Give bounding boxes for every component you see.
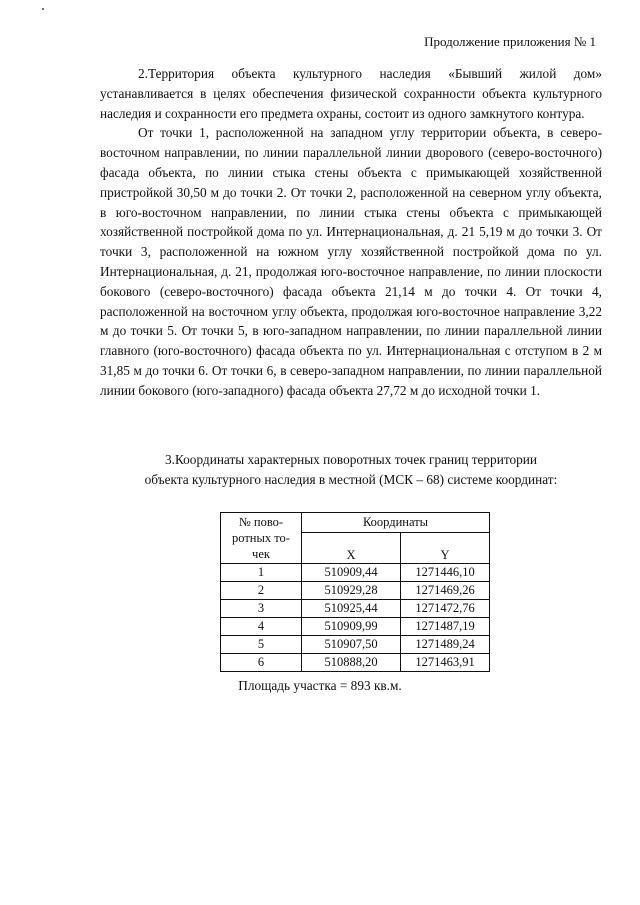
point-number-header [221, 513, 302, 564]
x-value: 510929,28 [302, 582, 401, 600]
section-2-paragraph-2: От точки 1, расположенной на западном углу территории объекта, в северо-восточном направлении, по линии параллельной линии дворового (северо-восточного) фасада объекта, по линии стыка стены объекта с примыкающей хозяйственной пристройкой 30,50 м до точки 2. От точки 2, расположенной на северном углу объекта, в юго-восточном направлении, по линии стыка стены объекта с примыкающей хозяйственной постройкой дома по ул. Интернациональная, д. 21 5,19 м до точки 3. От точки 3, расположенной на южном углу хозяйственной постройкой дома по ул. Интернациональная, д. 21, продолжая юго-восточное направление, по линии плоскости бокового (северо-восточного) фасада объекта 21,14 м до точки 4. От точки 4, расположенной на восточном углу объекта, продолжая юго-восточное направление 3,22 м до точки 5. От точки 5, в юго-западном направлении, по линии параллельной линии главного (юго-восточного) фасада объекта по ул. Интернациональная с отступом в 2 м 31,85 м до точки 6. От точки 6, в северо-западном направлении, по линии параллельной линии бокового (юго-западного) фасада объекта 27,72 м до исходной точки 1. [100, 125, 602, 398]
point-number: 5 [221, 636, 302, 654]
table-row [221, 600, 490, 618]
table-row [221, 654, 490, 672]
table-row [221, 636, 490, 654]
section-2-paragraph-1: 2.Территория объекта культурного наследия «Бывший жилой дом» устанавливается в целях обеспечения физической сохранности объекта культурного наследия и сохранности его предмета охраны, состоит из одного замкнутого контура. [100, 66, 602, 121]
plot-area-summary: Площадь участка = 893 кв.м. [238, 678, 402, 693]
section-3-title-line-1: 3.Координаты характерных поворотных точек границ территории [164, 452, 537, 467]
coordinates-header: Координаты [302, 513, 490, 533]
point-number: 1 [221, 564, 302, 582]
y-header: Y [401, 533, 490, 564]
y-value: 1271487,19 [401, 618, 490, 636]
table-header-row [221, 513, 490, 533]
table-row [221, 618, 490, 636]
section-2-body [100, 64, 602, 401]
x-header: X [302, 533, 401, 564]
x-value: 510909,99 [302, 618, 401, 636]
section-3-title [100, 450, 602, 490]
x-value: 510925,44 [302, 600, 401, 618]
point-number: 3 [221, 600, 302, 618]
scan-speck [42, 8, 44, 10]
y-value: 1271446,10 [401, 564, 490, 582]
table-row [221, 564, 490, 582]
point-number: 6 [221, 654, 302, 672]
point-number-header-line-3: чек [252, 547, 270, 561]
y-value: 1271472,76 [401, 600, 490, 618]
page-header: Продолжение приложения № 1 [424, 34, 596, 49]
coordinates-table [220, 512, 490, 672]
y-value: 1271489,24 [401, 636, 490, 654]
point-number: 4 [221, 618, 302, 636]
y-value: 1271469,26 [401, 582, 490, 600]
x-value: 510888,20 [302, 654, 401, 672]
y-value: 1271463,91 [401, 654, 490, 672]
section-3-title-line-2: объекта культурного наследия в местной (МСК – 68) системе координат: [144, 471, 558, 487]
point-number-header-line-2: ротных то- [232, 531, 290, 545]
x-value: 510909,44 [302, 564, 401, 582]
table-row [221, 582, 490, 600]
point-number: 2 [221, 582, 302, 600]
x-value: 510907,50 [302, 636, 401, 654]
point-number-header-line-1: № пово- [238, 515, 284, 529]
